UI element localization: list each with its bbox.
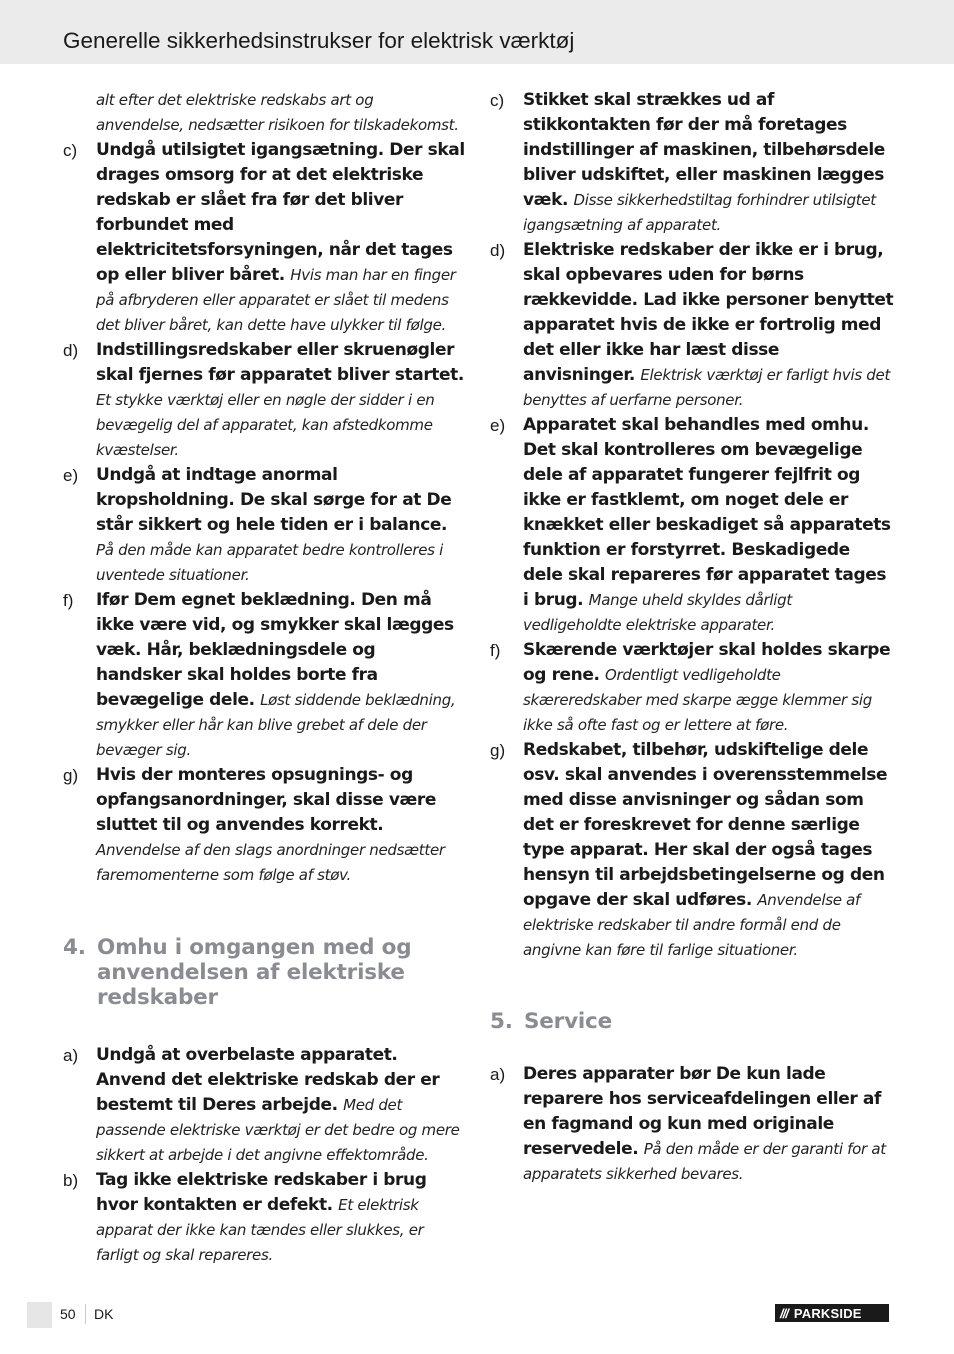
continued-paragraph [63,88,465,138]
item-italic-text: Anvendelse af elektriske redskaber til andre formål end de angivne kan føre til farlige situationer. [523,891,860,959]
item-marker: e) [490,416,506,435]
item-bold-text: Undgå utilsigtet igangsætning. Der skal drages omsorg for at det elektriske redskab er slået fra før det bliver forbundet med elektricitetsforsyningen, når det tages op eller bliver båret. [96,140,465,285]
item-bold-text: Stikket skal strækkes ud af stikkontakten før der må foretages indstillinger af maskinen, tilbehørsdele bliver udskiftet, eller maskinen lægges væk. [523,90,885,210]
item-italic-text: På den måde kan apparatet bedre kontrolleres i uventede situationer. [96,541,443,584]
item-bold-text: Undgå at overbelaste apparatet. Anvend det elektriske redskab der er bestemt til Deres arbejde. [96,1045,440,1115]
list-item-e [63,463,465,588]
logo-stripes-icon: /// [780,1305,788,1321]
item-marker: f) [63,591,74,610]
list-item-c [490,88,894,238]
list-item-c [63,138,465,338]
section-number: 5. [490,1009,513,1034]
item-marker: c) [490,91,505,110]
item-italic-text: Et elektrisk apparat der ikke kan tændes eller slukkes, er farligt og skal repareres. [96,1196,424,1264]
item-marker: d) [490,241,506,260]
left-column [63,88,465,1268]
item-italic-text: Elektrisk værktøj er farligt hvis det benyttes af uerfarne personer. [523,366,891,409]
list-item-d [63,338,465,463]
item-italic-text: Et stykke værktøj eller en nøgle der sidder i en bevægelig del af apparatet, kan afstedkomme kvæstelser. [96,391,435,459]
footer-tab [27,1302,52,1328]
right-column [490,88,894,1187]
section-title: Omhu i omgangen med og anvendelsen af elektriske redskaber [97,935,412,1010]
item-marker: e) [63,466,79,485]
item-marker: b) [63,1171,79,1190]
item-bold-text: Tag ikke elektriske redskaber i brug hvor kontakten er defekt. [96,1170,427,1215]
continued-text: alt efter det elektriske redskabs art og anvendelse, nedsætter risikoen for tilskadekomst. [96,91,459,134]
spacer [490,1034,894,1062]
page-title: Generelle sikkerhedsinstrukser for elektrisk værktøj [63,28,575,53]
language-code: DK [94,1306,114,1322]
item-italic-text: Hvis man har en finger på afbryderen eller apparatet er slået til medens det bliver båret, kan dette have ulykker til følge. [96,266,456,334]
section-heading-4 [63,935,465,1010]
item-bold-text: Skærende værktøjer skal holdes skarpe og rene. [523,640,891,685]
item-italic-text: Løst siddende beklædning, smykker eller hår kan blive grebet af dele der bevæger sig. [96,691,456,759]
item-marker: d) [63,341,79,360]
item-bold-text: Deres apparater bør De kun lade reparere hos serviceafdelingen eller af en fagmand og kun med originale reservedele. [523,1064,881,1159]
item-italic-text: Anvendelse af den slags anordninger nedsætter faremomenterne som følge af støv. [96,841,445,884]
parkside-logo [775,1304,889,1322]
item-bold-text: Ifør Dem egnet beklædning. Den må ikke være vid, og smykker skal lægges væk. Hår, beklædningsdele og handsker skal holdes borte fra bevægelige dele. [96,590,454,710]
spacer [63,1010,465,1043]
section-heading-5 [490,1009,894,1034]
item-marker: f) [490,641,501,660]
item-marker: c) [63,141,78,160]
item-bold-text: Undgå at indtage anormal kropsholdning. De skal sørge for at De står sikkert og hele tiden er i balance. [96,465,452,535]
item-italic-text: Ordentligt vedligeholdte skæreredskaber med skarpe ægge klemmer sig ikke så ofte fast og er lettere at føre. [523,666,872,734]
page-number: 50 [60,1306,76,1322]
item-italic-text: På den måde er der garanti for at apparatets sikkerhed bevares. [523,1140,886,1183]
section-number: 4. [63,935,86,960]
item-italic-text: Mange uheld skyldes dårligt vedligeholdte elektriske apparater. [523,591,792,634]
list-item-g [490,738,894,963]
list-item-a [490,1062,894,1187]
item-bold-text: Indstillingsredskaber eller skruenøgler skal fjernes før apparatet bliver startet. [96,340,464,385]
list-item-d [490,238,894,413]
spacer [63,888,465,935]
item-italic-text: Med det passende elektriske værktøj er det bedre og mere sikkert at arbejde i det angivne effektområde. [96,1096,460,1164]
item-marker: g) [490,741,506,760]
footer-divider [85,1304,86,1324]
logo-text: PARKSIDE [793,1305,862,1321]
list-item-f [63,588,465,763]
item-marker: a) [490,1065,506,1084]
item-marker: a) [63,1046,79,1065]
list-item-f [490,638,894,738]
list-item-a [63,1043,465,1168]
item-bold-text: Redskabet, tilbehør, udskiftelige dele osv. skal anvendes i overensstemmelse med disse anvisninger og sådan som det er foreskrevet for denne særlige type apparat. Her skal der også tages hensyn til arbejdsbetingelserne og den opgave der skal udføres. [523,740,888,910]
list-item-e [490,413,894,638]
item-italic-text: Disse sikkerhedstiltag forhindrer utilsigtet igangsætning af apparatet. [523,191,876,234]
item-bold-text: Elektriske redskaber der ikke er i brug, skal opbevares uden for børns rækkevidde. Lad ikke personer benyttet apparatet hvis de ikke er fortrolig med det eller ikke har læst disse anvisninger. [523,240,894,385]
page-header [0,0,954,64]
list-item-g [63,763,465,888]
item-bold-text: Hvis der monteres opsugnings- og opfangsanordninger, skal disse være sluttet til og anvendes korrekt. [96,765,437,835]
spacer [490,963,894,1009]
section-title: Service [524,1009,612,1034]
list-item-b [63,1168,465,1268]
item-bold-text: Apparatet skal behandles med omhu. Det skal kontrolleres om bevægelige dele af apparatet fungerer fejlfrit og ikke er fastklemt, om noget dele er knækket eller beskadiget så apparatets funktion er forstyrret. Beskadigede dele skal repareres før apparatet tages i brug. [523,415,891,610]
item-marker: g) [63,766,79,785]
